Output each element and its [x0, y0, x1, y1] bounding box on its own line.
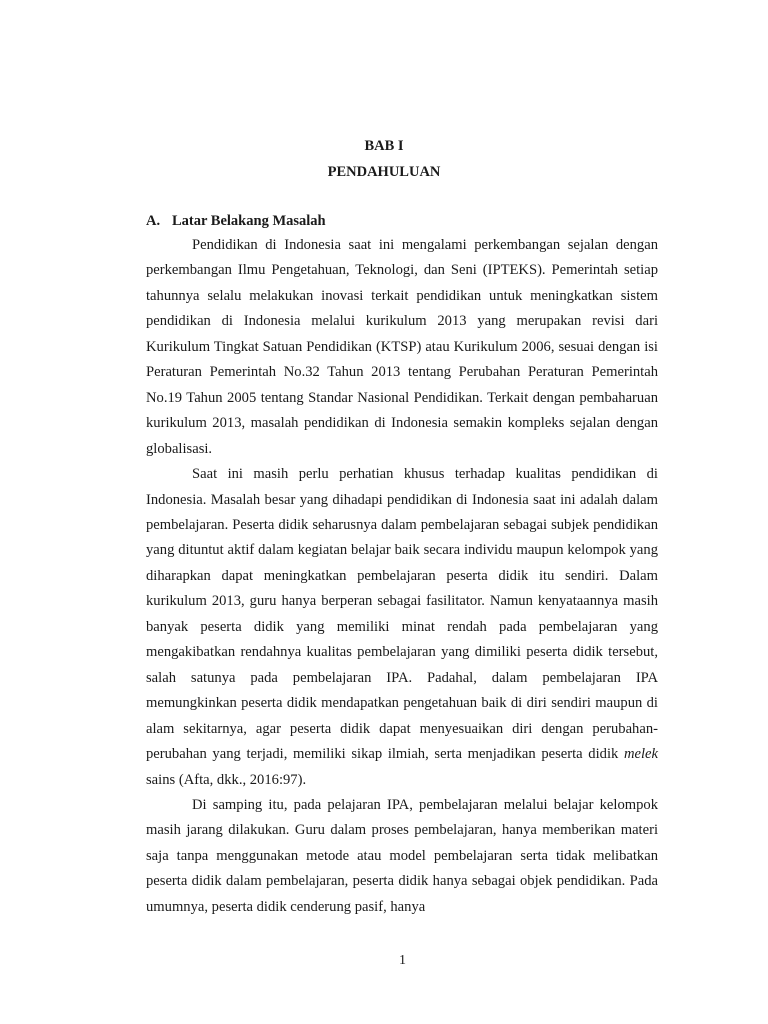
section-title: Latar Belakang Masalah — [172, 213, 326, 229]
body-text — [146, 233, 658, 920]
paragraph-2-citation: sains (Afta, dkk., 2016:97). — [146, 771, 307, 788]
paragraph-3: Di samping itu, pada pelajaran IPA, pembelajaran melalui belajar kelompok masih jarang dilakukan. Guru dalam proses pembelajaran, hanya memberikan materi saja tanpa menggunakan metode atau model pembelajaran serta tidak melibatkan peserta didik dalam pembelajaran, peserta didik hanya sebagai objek pendidikan. Pada umumnya, peserta didik cenderung pasif, hanya — [146, 796, 658, 915]
chapter-title: PENDAHULUAN — [327, 164, 441, 180]
section-heading — [146, 212, 326, 230]
paragraph-2 — [146, 462, 658, 793]
paragraph-1: Pendidikan di Indonesia saat ini mengalami perkembangan sejalan dengan perkembangan Ilmu Pengetahuan, Teknologi, dan Seni (IPTEKS). Pemerintah setiap tahunnya selalu melakukan inovasi terkait pendidikan untuk meningkatkan sistem pendidikan di Indonesia melalui kurikulum 2013 yang merupakan revisi dari Kurikulum Tingkat Satuan Pendidikan (KTSP) atau Kurikulum 2006, sesuai dengan isi Peraturan Pemerintah No.32 Tahun 2013 tentang Perubahan Peraturan Pemerintah No.19 Tahun 2005 tentang Standar Nasional Pendidikan. Terkait dengan pembaharuan kurikulum 2013, masalah pendidikan di Indonesia semakin kompleks sejalan dengan globalisasi. — [146, 237, 658, 457]
chapter-number: BAB I — [364, 138, 404, 154]
page-number: 1 — [399, 953, 406, 968]
paragraph-2-italic-term: melek — [623, 746, 658, 763]
paragraph-2-text: Saat ini masih perlu perhatian khusus terhadap kualitas pendidikan di Indonesia. Masalah besar yang dihadapi pendidikan di Indonesia saat ini adalah dalam pembelajaran. Peserta didik seharusnya dalam pembelajaran sebagai subjek pendidikan yang dituntut aktif dalam kegiatan belajar baik secara individu maupun kelompok yang diharapkan dapat meningkatkan pembelajaran peserta didik itu sendiri. Dalam kurikulum 2013, guru hanya berperan sebagai fasilitator. Namun kenyataannya masih banyak peserta didik yang memiliki minat rendah pada pembelajaran yang mengakibatkan rendahnya kualitas pembelajaran yang dimiliki peserta didik tersebut, salah satunya pada pembelajaran IPA. Padahal, dalam pembelajaran IPA memungkinkan peserta didik mendapatkan pengetahuan baik di diri sendiri maupun di alam sekitarnya, agar peserta didik dapat menyesuaikan diri dengan perubahan-perubahan yang terjadi, memiliki sikap ilmiah, serta menjadikan peserta didik — [146, 466, 658, 763]
section-letter: A. — [146, 213, 161, 229]
